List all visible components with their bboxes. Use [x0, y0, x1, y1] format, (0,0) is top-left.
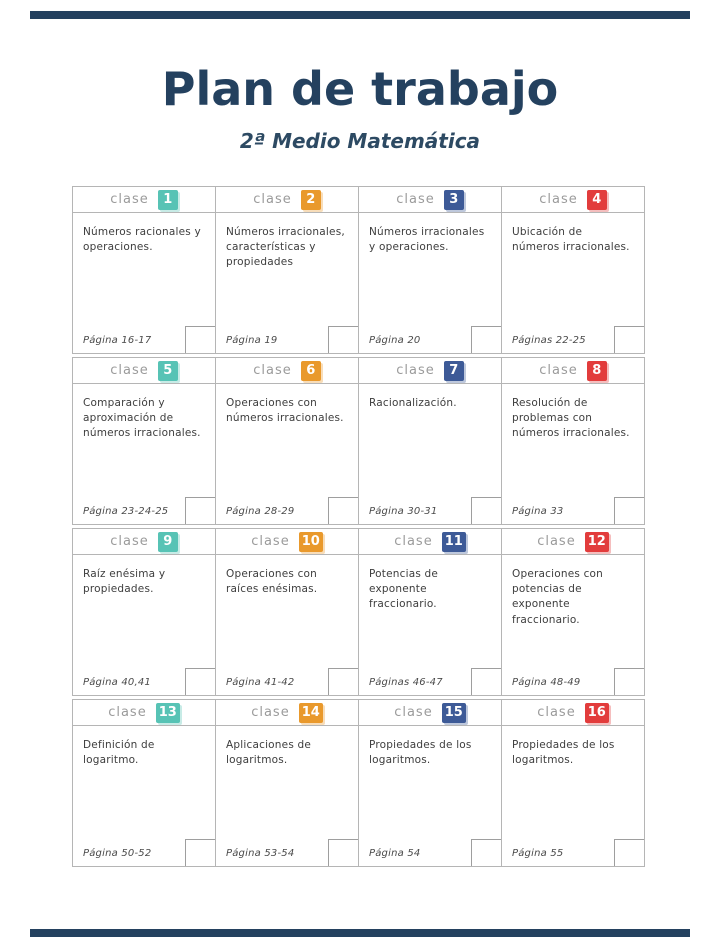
clase-row: [72, 186, 650, 354]
page-reference: Página 54: [369, 848, 421, 859]
clase-number-badge: 12: [585, 532, 609, 552]
clase-label: clase: [108, 705, 147, 720]
clase-label: clase: [394, 705, 433, 720]
completion-checkbox[interactable]: [471, 497, 501, 524]
document-header: [0, 0, 720, 153]
clase-number-badge: 15: [442, 703, 466, 723]
clase-card: [215, 357, 359, 525]
clase-card-header: [216, 700, 358, 726]
bottom-rule-bar: [30, 929, 690, 937]
completion-checkbox[interactable]: [471, 668, 501, 695]
clase-number-badge: 9: [158, 532, 178, 552]
clase-card-header: [502, 358, 644, 384]
clase-number-badge: 3: [444, 190, 464, 210]
clase-card-header: [502, 700, 644, 726]
page-reference: Página 41-42: [226, 677, 295, 688]
page-reference: Página 55: [512, 848, 564, 859]
completion-checkbox[interactable]: [185, 497, 215, 524]
completion-checkbox[interactable]: [614, 326, 644, 353]
clase-grid: [72, 186, 650, 870]
clase-label: clase: [396, 363, 435, 378]
completion-checkbox[interactable]: [471, 839, 501, 866]
clase-label: clase: [539, 192, 578, 207]
page-reference: Página 19: [226, 335, 278, 346]
clase-row: [72, 699, 650, 867]
completion-checkbox[interactable]: [614, 839, 644, 866]
clase-number-badge: 6: [301, 361, 321, 381]
clase-topic-text: Potencias de exponente fraccionario.: [369, 568, 439, 611]
top-rule-bar: [30, 11, 690, 19]
completion-checkbox[interactable]: [185, 668, 215, 695]
clase-card: [215, 186, 359, 354]
clase-label: clase: [110, 192, 149, 207]
page-reference: Páginas 22-25: [512, 335, 586, 346]
clase-number-badge: 1: [158, 190, 178, 210]
clase-card-header: [73, 358, 215, 384]
clase-label: clase: [539, 363, 578, 378]
page-reference: Páginas 46-47: [369, 677, 443, 688]
clase-card-header: [73, 529, 215, 555]
clase-topic-text: Operaciones con raíces enésimas.: [226, 568, 318, 596]
clase-card: [501, 357, 645, 525]
clase-card: [358, 357, 502, 525]
clase-label: clase: [253, 363, 292, 378]
page-reference: Página 16-17: [83, 335, 152, 346]
clase-card-header: [359, 529, 501, 555]
clase-topic-text: Definición de logaritmo.: [83, 739, 155, 767]
clase-card: [358, 699, 502, 867]
clase-number-badge: 2: [301, 190, 321, 210]
clase-topic-text: Propiedades de los logaritmos.: [512, 739, 615, 767]
clase-card: [215, 699, 359, 867]
page-reference: Página 20: [369, 335, 421, 346]
clase-card-header: [73, 700, 215, 726]
clase-card: [72, 186, 216, 354]
clase-number-badge: 4: [587, 190, 607, 210]
completion-checkbox[interactable]: [471, 326, 501, 353]
page-reference: Página 53-54: [226, 848, 295, 859]
clase-label: clase: [251, 705, 290, 720]
clase-card: [501, 699, 645, 867]
completion-checkbox[interactable]: [328, 326, 358, 353]
clase-number-badge: 16: [585, 703, 609, 723]
clase-card: [72, 528, 216, 696]
clase-topic-text: Números irracionales y operaciones.: [369, 226, 485, 254]
clase-topic-text: Operaciones con potencias de exponente fraccionario.: [512, 568, 604, 626]
page-reference: Página 50-52: [83, 848, 152, 859]
clase-row: [72, 528, 650, 696]
completion-checkbox[interactable]: [328, 497, 358, 524]
clase-label: clase: [537, 534, 576, 549]
clase-topic-text: Propiedades de los logaritmos.: [369, 739, 472, 767]
clase-number-badge: 10: [299, 532, 323, 552]
clase-number-badge: 5: [158, 361, 178, 381]
clase-topic-text: Raíz enésima y propiedades.: [83, 568, 166, 596]
clase-topic-text: Resolución de problemas con números irracionales.: [512, 397, 630, 440]
clase-number-badge: 11: [442, 532, 466, 552]
clase-label: clase: [110, 534, 149, 549]
page-title: Plan de trabajo: [161, 62, 559, 116]
clase-row: [72, 357, 650, 525]
clase-card-header: [216, 358, 358, 384]
clase-card: [358, 186, 502, 354]
completion-checkbox[interactable]: [185, 326, 215, 353]
clase-number-badge: 13: [156, 703, 180, 723]
page-reference: Página 28-29: [226, 506, 295, 517]
clase-number-badge: 14: [299, 703, 323, 723]
completion-checkbox[interactable]: [614, 668, 644, 695]
clase-card-header: [73, 187, 215, 213]
clase-card-header: [359, 700, 501, 726]
completion-checkbox[interactable]: [328, 839, 358, 866]
clase-label: clase: [394, 534, 433, 549]
clase-label: clase: [251, 534, 290, 549]
clase-card-header: [359, 358, 501, 384]
page-reference: Página 30-31: [369, 506, 438, 517]
completion-checkbox[interactable]: [185, 839, 215, 866]
clase-card-header: [216, 529, 358, 555]
clase-card: [501, 528, 645, 696]
clase-card: [215, 528, 359, 696]
clase-number-badge: 7: [444, 361, 464, 381]
clase-card: [72, 357, 216, 525]
clase-topic-text: Números racionales y operaciones.: [83, 226, 201, 254]
clase-topic-text: Comparación y aproximación de números irracionales.: [83, 397, 201, 440]
page-subtitle: 2ª Medio Matemática: [239, 128, 481, 153]
clase-card-header: [216, 187, 358, 213]
clase-card: [358, 528, 502, 696]
page-reference: Página 48-49: [512, 677, 581, 688]
clase-card: [72, 699, 216, 867]
clase-card: [501, 186, 645, 354]
completion-checkbox[interactable]: [328, 668, 358, 695]
clase-card-header: [359, 187, 501, 213]
page-reference: Página 23-24-25: [83, 506, 169, 517]
clase-topic-text: Números irracionales, características y propiedades: [226, 226, 345, 269]
page-reference: Página 33: [512, 506, 564, 517]
completion-checkbox[interactable]: [614, 497, 644, 524]
clase-label: clase: [396, 192, 435, 207]
clase-number-badge: 8: [587, 361, 607, 381]
clase-card-header: [502, 529, 644, 555]
clase-topic-text: Aplicaciones de logaritmos.: [226, 739, 312, 767]
clase-label: clase: [110, 363, 149, 378]
clase-topic-text: Ubicación de números irracionales.: [512, 226, 630, 254]
clase-card-header: [502, 187, 644, 213]
clase-label: clase: [253, 192, 292, 207]
clase-label: clase: [537, 705, 576, 720]
page-reference: Página 40,41: [83, 677, 151, 688]
clase-topic-text: Operaciones con números irracionales.: [226, 397, 344, 425]
clase-topic-text: Racionalización.: [369, 397, 457, 409]
